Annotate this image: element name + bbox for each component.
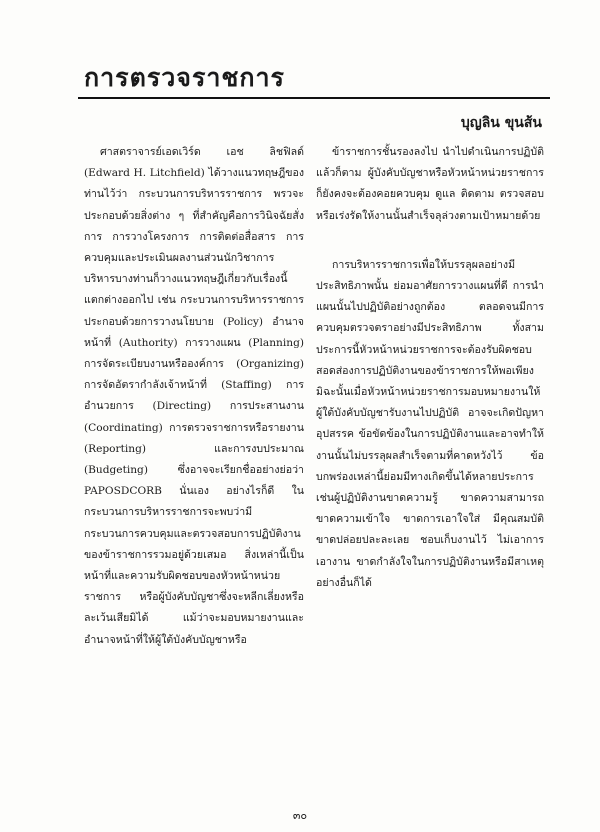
right-paragraph-1: ข้าราชการชั้นรองลงไป นำไปดำเนินการปฏิบัติแล้วก็ตาม ผู้บังคับบัญชาหรือหัวหน้าหน่วยราชการก็ยังคงจะต้องคอยควบคุม ดูแล ติดตาม ตรวจสอบหรือเร่งรัดให้งานนั้นสำเร็จลุล่วงตามเป้าหมายด้วย: [316, 146, 544, 222]
left-paragraph-1: ศาสตราจารย์เอดเวิร์ด เอช ลิชฟิลด์ (Edward H. Litchfield) ได้วางแนวทฤษฎีของท่านไว้ว่า กระบวนการบริหารราชการ พรวจะประกอบด้วยสิ่งต่าง ๆ ที่สำคัญคือการวินิจฉัยสั่งการ การวางโครงการ การติดต่อสื่อสาร การควบคุมและประเมินผลงานส่วนนักวิชาการบริหารบางท่านก็วางแนวทฤษฎีเกี่ยวกับเรื่องนี้แตกต่างออกไป เช่น กระบวนการบริหารราชการประกอบด้วยการวางนโยบาย (Policy) อำนาจหน้าที่ (Authority) การวางแผน (Planning) การจัดระเบียบงานหรือองค์การ (Organizing) การจัดอัตรากำลังเจ้าหน้าที่ (Staffing) การอำนวยการ (Directing) การประสานงาน (Coordinating) การตรวจราชการหรือรายงาน (Reporting) และการงบประมาณ (Budgeting) ซึ่งอาจจะเรียกชื่ออย่างย่อว่า PAPOSDCORB นั่นเอง อย่างไรก็ดี ในกระบวนการบริหารราชการจะพบว่ามีกระบวนการควบคุมและตรวจสอบการปฏิบัติงานของข้าราชการรวมอยู่ด้วยเสมอ สิ่งเหล่านี้เป็นหน้าที่และความรับผิดชอบของหัวหน้าหน่วยราชการ หรือผู้บังคับบัญชาซึ่งจะหลีกเลี่ยงหรือละเว้นเสียมิได้ แม้ว่าจะมอบหมายงานและอำนาจหน้าที่ให้ผู้ใต้บังคับบัญชาหรือ: [84, 146, 304, 646]
author-name: บุญลิน ขุนส้น: [460, 115, 542, 131]
title-underline: [78, 97, 550, 99]
right-paragraph-2: การบริหารราชการเพื่อให้บรรลุผลอย่างมีประสิทธิภาพนั้น ย่อมอาศัยการวางแผนที่ดี การนำแผนนั้นไปปฏิบัติอย่างถูกต้อง ตลอดจนมีการควบคุมตรวจตราอย่างมีประสิทธิภาพ ทั้งสามประการนี้หัวหน้าหน่วยราชการจะต้องรับผิดชอบสอดส่องการปฏิบัติงานของข้าราชการให้พอเพียง มิฉะนั้นเมื่อหัวหน้าหน่วยราชการมอบหมายงานให้ผู้ใต้บังคับบัญชารับงานไปปฏิบัติ อาจจะเกิดปัญหา อุปสรรค ข้อขัดข้องในการปฏิบัติงานและอาจทำให้งานนั้นไม่บรรลุผลสำเร็จตามที่คาดหวังไว้ ข้อบกพร่องเหล่านี้ย่อมมีทางเกิดขึ้นได้หลายประการ เช่นผู้ปฏิบัติงานขาดความรู้ ขาดความสามารถ ขาดความเข้าใจ ขาดการเอาใจใส่ มีคุณสมบัติขาดปล่อยปละละเลย ชอบเก็บงานไว้ ไม่เอาการเอางาน ขาดกำลังใจในการปฏิบัติงานหรือมีสาเหตุอย่างอื่นก็ได้: [316, 258, 544, 589]
right-column: [316, 142, 544, 594]
left-column: [84, 142, 304, 651]
article-title: การตรวจราชการ: [84, 63, 285, 92]
page-number: ๓๐: [292, 809, 308, 822]
